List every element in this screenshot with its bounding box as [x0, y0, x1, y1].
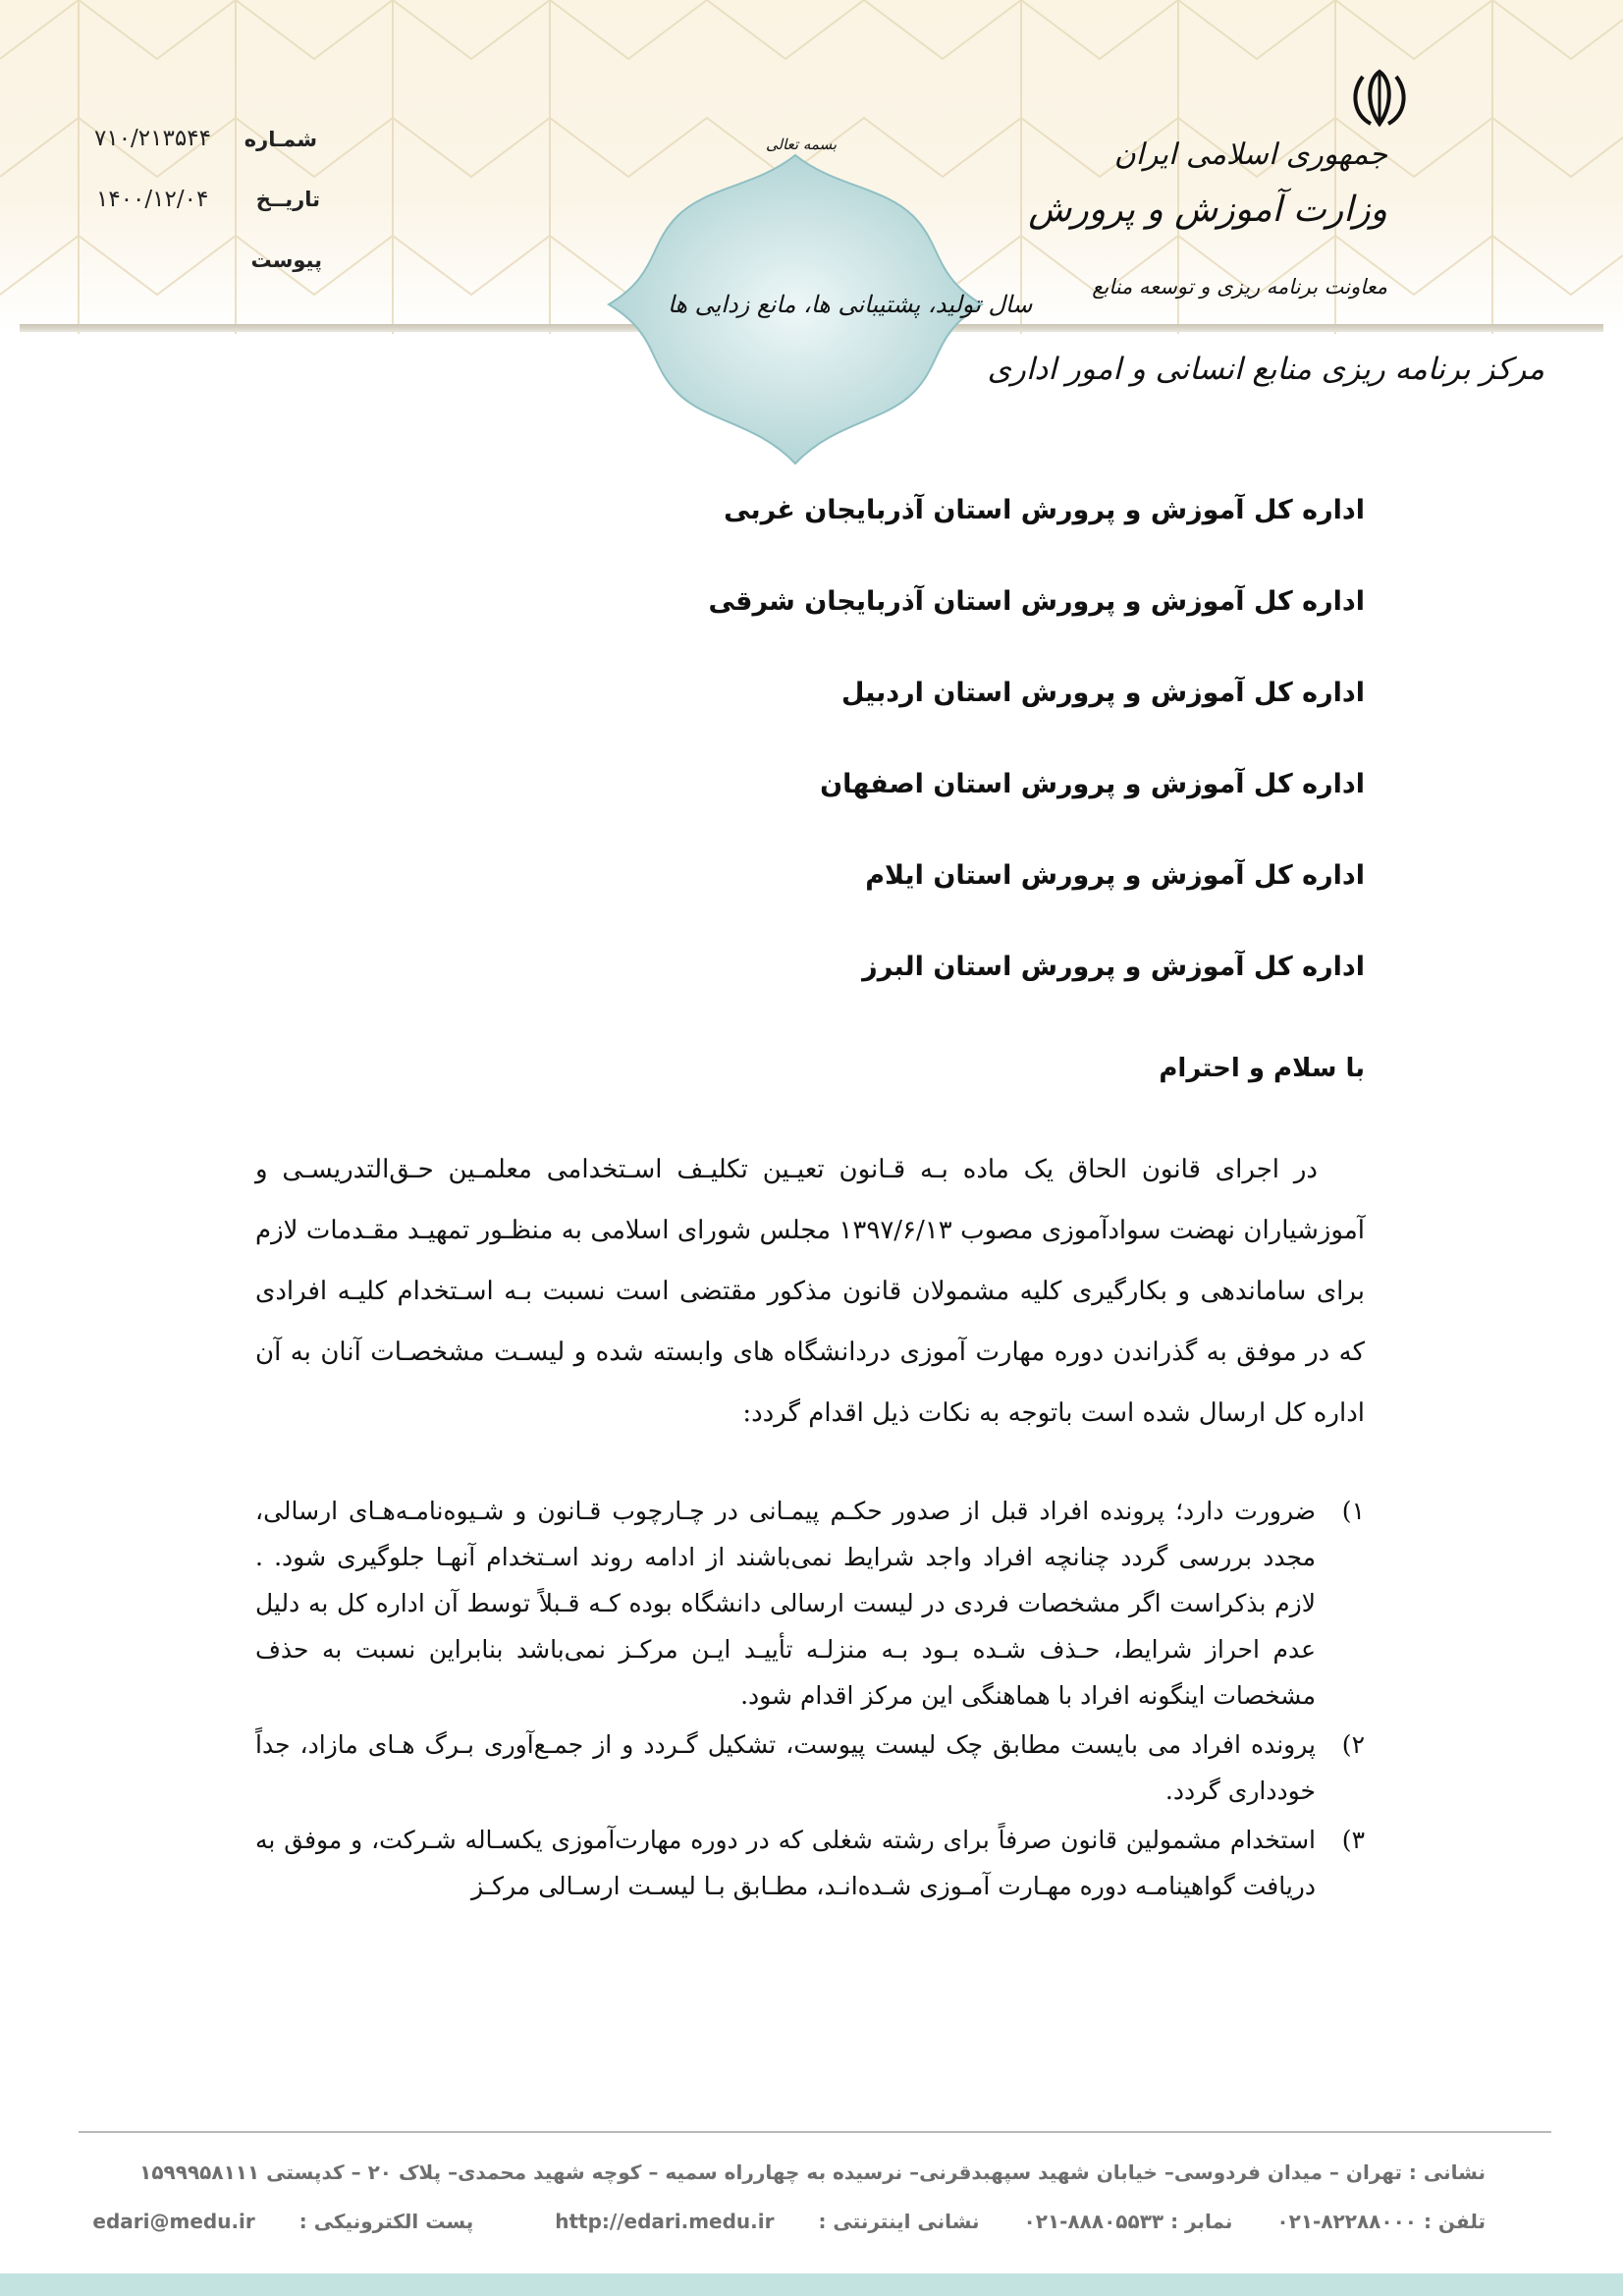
recipient-item: اداره کل آموزش و پرورش استان آذربایجان غربی: [724, 495, 1365, 525]
year-slogan: سال تولید، پشتیبانی ها، مانع زدایی ها: [668, 291, 1033, 318]
attachment-label: پیوست: [250, 248, 322, 272]
item-text: پرونده افراد می بایست مطابق چک لیست پیوست، تشکیل گـردد و از جمـع‌آوری بـرگ هـای مازاد، جداً خودداری گردد.: [255, 1730, 1316, 1805]
letter-number: ۷۱۰/۲۱۳۵۴۴: [94, 126, 211, 151]
recipient-item: اداره کل آموزش و پرورش استان ایلام: [865, 860, 1365, 891]
item-number: ۱): [1341, 1497, 1365, 1525]
ministry-name: وزارت آموزش و پرورش: [1028, 190, 1387, 230]
iran-emblem-icon: [1345, 67, 1414, 131]
footer-bar: [0, 2273, 1623, 2296]
footer-fax: نمابر : ۸۸۸۰۵۵۳۳-۰۲۱: [1023, 2210, 1233, 2233]
footer-contact-row: [18, 2210, 1486, 2233]
footer-phone: تلفن : ۸۲۲۸۸۰۰۰-۰۲۱: [1276, 2210, 1486, 2233]
recipient-item: اداره کل آموزش و پرورش استان اردبیل: [841, 678, 1365, 708]
instruction-list: [255, 1488, 1365, 1912]
footer-email-link[interactable]: edari@medu.ir: [92, 2210, 255, 2233]
recipient-list: [285, 495, 1365, 1043]
instruction-item: [255, 1722, 1365, 1814]
body-paragraph-text: در اجرای قانون الحاق یک ماده بـه قـانون تعیـین تکلیـف اسـتخدامی معلمـین حـق‌التدریسـی و آموزشیاران نهضت سوادآموزی مصوب ۱۳۹۷/۶/۱۳ مجلس شورای اسلامی به منظـور تمهیـد مقـدمات لازم برای ساماندهی و بکارگیری کلیه مشمولان قانون مذکور مقتضی است نسبت بـه اسـتخدام کلیـه افرادی که در موفق به گذراندن دوره مهارت آموزی دردانشگاه های وابسته شده و لیسـت مشخصـات آنان به آن اداره کل ارسال شده است باتوجه به نکات ذیل اقدام گردد:: [255, 1155, 1365, 1428]
item-text: ضرورت دارد؛ پرونده افراد قبل از صدور حکـم پیمـانی در چـارچوب قـانون و شـیوه‌نامـه‌هـای ارسالی، مجدد بررسی گردد چنانچه افراد واجد شرایط نمی‌باشند از ادامه روند اسـتخدام آنهـا جلوگیری شود. . لازم بذکراست اگر مشخصات فردی در لیست ارسالی دانشگاه بوده کـه قـبلاً توسط آن اداره کل به دلیل عدم احراز شرایط، حـذف شـده بـود بـه منزلـه تأییـد ایـن مرکـز نمی‌باشد بنابراین نسبت به حذف مشخصات اینگونه افراد با هماهنگی این مرکز اقدام شود.: [255, 1497, 1316, 1710]
instruction-item: [255, 1817, 1365, 1909]
recipient-item: اداره کل آموزش و پرورش استان البرز: [862, 952, 1365, 982]
footer-email: [55, 2210, 473, 2233]
recipient-item: اداره کل آموزش و پرورش استان آذربایجان شرقی: [708, 586, 1365, 617]
recipient-item: اداره کل آموزش و پرورش استان اصفهان: [820, 769, 1365, 799]
body-paragraph: [255, 1139, 1365, 1444]
letter-date: ۱۴۰۰/۱۲/۰۴: [96, 187, 209, 212]
deputy-name: معاونت برنامه ریزی و توسعه منابع: [1092, 275, 1387, 299]
footer-website-link[interactable]: http://edari.medu.ir: [555, 2210, 775, 2233]
footer-website-label: نشانی اینترنتی :: [818, 2210, 980, 2233]
footer-divider: [79, 2131, 1551, 2133]
besmeh: بسمه تعالی: [766, 136, 838, 153]
footer-website: [517, 2210, 979, 2233]
item-number: ۲): [1341, 1730, 1365, 1759]
item-number: ۳): [1341, 1826, 1365, 1854]
date-label: تاریــخ: [255, 188, 320, 211]
greeting: با سلام و احترام: [1159, 1054, 1365, 1083]
number-label: شمـاره: [243, 128, 317, 151]
footer-email-label: پست الکترونیکی :: [298, 2210, 474, 2233]
footer-address: نشانی : تهران – میدان فردوسی– خیابان شهید سپهبدقرنی– نرسیده به چهارراه سمیه – کوچه شهید محمدی– پلاک ۲۰ – کدپستی ۱۵۹۹۹۵۸۱۱۱: [139, 2160, 1486, 2184]
center-name: مرکز برنامه ریزی منابع انسانی و امور اداری: [987, 352, 1544, 387]
item-text: استخدام مشمولین قانون صرفاً برای رشته شغلی که در دوره مهارت‌آموزی یکسـاله شـرکت، و موفق به دریافت گواهینامـه دوره مهـارت آمـوزی شـده‌انـد، مطـابق بـا لیسـت ارسـالی مرکـز: [255, 1826, 1316, 1900]
republic-name: جمهوری اسلامی ایران: [1113, 137, 1387, 172]
instruction-item: [255, 1488, 1365, 1719]
